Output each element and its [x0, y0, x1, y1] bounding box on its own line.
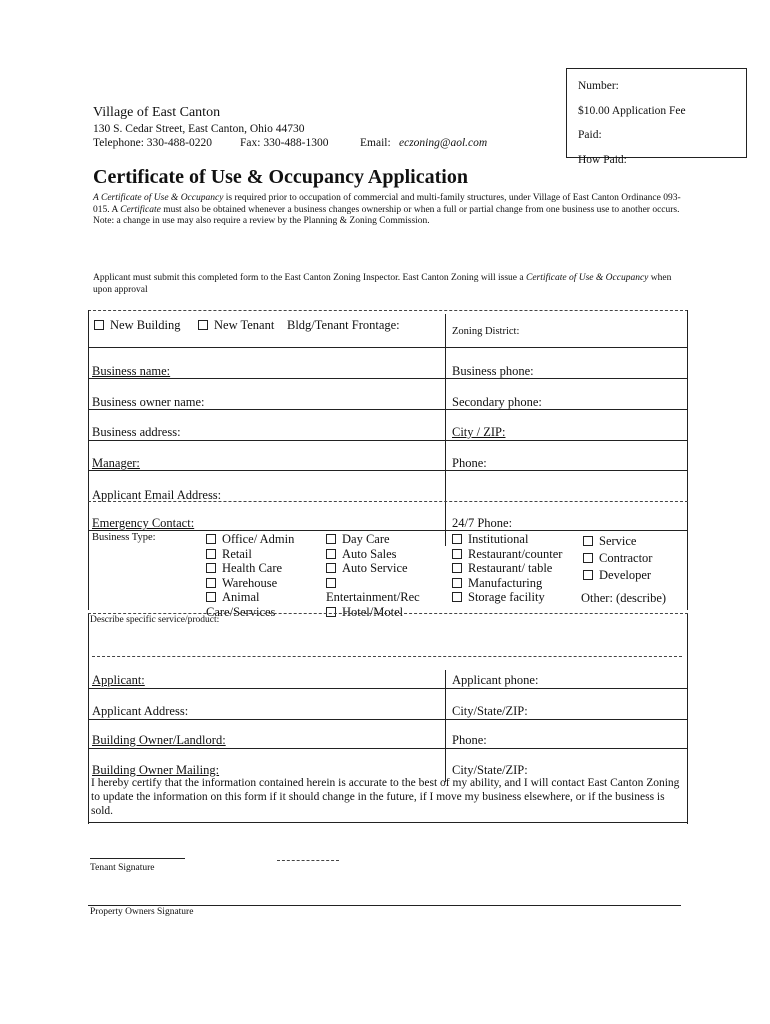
submit-italic: Certificate of Use & Occupancy [525, 273, 649, 283]
number-field[interactable]: Number: [578, 80, 619, 92]
org-name: Village of East Canton [93, 105, 221, 120]
type-label: Office/ Admin [222, 532, 295, 546]
row-line [88, 501, 688, 502]
checkbox[interactable] [452, 592, 462, 602]
type-hotel[interactable] [326, 605, 420, 620]
type-office[interactable] [206, 532, 294, 547]
checkbox[interactable] [452, 578, 462, 588]
type-institutional[interactable] [452, 532, 562, 547]
type-entertainment[interactable] [326, 576, 420, 591]
tenant-signature-label: Tenant Signature [90, 863, 155, 873]
phone-247-field[interactable]: 24/7 Phone: [452, 516, 513, 530]
type-label: Auto Sales [342, 546, 397, 561]
type-label: Restaurant/counter [468, 546, 563, 561]
type-entertainment-label: Entertainment/Rec [326, 590, 420, 604]
row-line [88, 748, 688, 749]
building-owner-field[interactable]: Building Owner/Landlord: [92, 733, 226, 747]
new-tenant-label: New Tenant [214, 318, 275, 332]
business-types-col1 [206, 532, 294, 619]
row-line [88, 347, 688, 348]
owner-signature-label: Property Owners Signature [90, 907, 194, 917]
business-type-label: Business Type: [92, 532, 156, 543]
zoning-district-label[interactable]: Zoning District: [452, 326, 520, 337]
checkbox[interactable] [206, 563, 216, 573]
form-center-divider [445, 670, 446, 782]
row-line [88, 530, 688, 531]
type-day-care[interactable] [326, 532, 420, 547]
intro-text-1: is required prior to occupation of commercial and multi-family structures, under Village of East Canton Ordinance 093-015. A [93, 193, 681, 215]
type-label: Hotel/Motel [342, 604, 404, 619]
type-auto-service[interactable] [326, 561, 420, 576]
type-label: Health Care [222, 561, 283, 575]
row-line [88, 613, 688, 614]
checkbox[interactable] [583, 536, 593, 546]
page-title: Certificate of Use & Occupancy Application [93, 166, 468, 188]
business-address-field[interactable]: Business address: [92, 425, 181, 439]
city-zip-field[interactable]: City / ZIP: [452, 425, 506, 439]
secondary-phone-field[interactable]: Secondary phone: [452, 395, 542, 409]
new-building-option[interactable] [94, 318, 180, 333]
paid-field[interactable]: Paid: [578, 129, 602, 141]
type-animal-extra: Care/Services [206, 604, 276, 619]
type-label: Manufacturing [468, 575, 543, 590]
checkbox[interactable] [326, 578, 336, 588]
owner-phone-field[interactable]: Phone: [452, 733, 487, 747]
tenant-signature-line[interactable] [90, 858, 185, 859]
emergency-contact-field[interactable]: Emergency Contact: [92, 516, 195, 530]
intro-italic-1: A Certificate of Use & Occupancy [93, 193, 224, 203]
submit-text-1: Applicant must submit this completed form to the East Canton Zoning Inspector. East Canton Zoning will issue a [93, 273, 526, 283]
type-label: Contractor [599, 551, 653, 565]
form-right-border [687, 310, 688, 610]
org-email: eczoning@aol.com [399, 137, 488, 149]
row-line [88, 719, 688, 720]
type-label: Restaurant/ table [468, 561, 553, 575]
owner-mailing-field[interactable]: Building Owner Mailing: [92, 763, 220, 777]
type-label: Warehouse [222, 575, 278, 590]
checkbox[interactable] [206, 549, 216, 559]
intro-paragraph [93, 193, 683, 228]
type-label: Institutional [468, 532, 529, 546]
type-warehouse[interactable] [206, 576, 294, 591]
checkbox[interactable] [206, 534, 216, 544]
type-storage[interactable] [452, 590, 562, 605]
row-line [88, 470, 688, 471]
checkbox[interactable] [452, 563, 462, 573]
type-label: Storage facility [468, 590, 545, 604]
row-line [88, 688, 688, 689]
type-manufacturing[interactable] [452, 576, 562, 591]
checkbox[interactable] [206, 592, 216, 602]
manager-phone-field[interactable]: Phone: [452, 456, 487, 470]
type-label: Auto Service [342, 561, 408, 575]
checkbox[interactable] [583, 570, 593, 580]
checkbox[interactable] [326, 607, 336, 617]
describe-line [92, 656, 682, 657]
applicant-email-field[interactable]: Applicant Email Address: [92, 488, 222, 502]
type-health-care[interactable] [206, 561, 294, 576]
type-developer[interactable] [583, 567, 652, 584]
frontage-label[interactable]: Bldg/Tenant Frontage: [287, 318, 400, 332]
certification-text: I hereby certify that the information contained herein is accurate to the best of my ability, and I will contact East Canton Zoning to update the information on this form if it should change in the future, if I move my business elsewhere, or if the business is sold. [91, 777, 680, 817]
applicant-city-field[interactable]: City/State/ZIP: [452, 704, 528, 718]
new-building-checkbox[interactable] [94, 320, 104, 330]
type-label: Retail [222, 546, 252, 561]
checkbox[interactable] [452, 549, 462, 559]
office-use-box [566, 68, 747, 166]
business-types-col3 [452, 532, 562, 605]
checkbox[interactable] [326, 534, 336, 544]
fee-label: $10.00 Application Fee [578, 104, 686, 117]
form-top-border [88, 310, 688, 311]
type-retail[interactable] [206, 547, 294, 562]
business-name-field[interactable]: Business name: [92, 364, 171, 378]
owner-name-field[interactable]: Business owner name: [92, 395, 205, 409]
type-auto-sales[interactable] [326, 547, 420, 562]
business-types-col2 [326, 532, 420, 619]
owner-city-field[interactable]: City/State/ZIP: [452, 763, 528, 777]
applicant-field[interactable]: Applicant: [92, 673, 145, 687]
row-line [88, 378, 688, 379]
how-paid-field[interactable]: How Paid: [578, 153, 627, 166]
tenant-date-line[interactable] [277, 860, 339, 861]
org-fax: Fax: 330-488-1300 [240, 137, 329, 149]
row-line [88, 440, 688, 441]
type-restaurant-counter[interactable] [452, 547, 562, 562]
type-animal[interactable] [206, 590, 294, 605]
checkbox[interactable] [326, 563, 336, 573]
type-label: Animal [222, 590, 260, 604]
type-restaurant-table[interactable] [452, 561, 562, 576]
applicant-address-field[interactable]: Applicant Address: [92, 704, 189, 718]
submit-text-2: when upon approval [93, 273, 672, 295]
checkbox[interactable] [326, 549, 336, 559]
checkbox[interactable] [206, 578, 216, 588]
org-email-label: Email: [360, 137, 391, 149]
org-address: 130 S. Cedar Street, East Canton, Ohio 44730 [93, 123, 305, 135]
checkbox[interactable] [583, 553, 593, 563]
other-describe-field[interactable]: Other: (describe) [581, 591, 667, 605]
type-label: Day Care [342, 532, 390, 546]
intro-text-2: must also be obtained whenever a business changes ownership or when a full or partial change from one business use to another occurs. Note: a change in use may also require a review by the Planning & Zoning Commission. [93, 204, 680, 226]
type-contractor[interactable] [583, 550, 652, 567]
new-tenant-option[interactable] [198, 318, 274, 333]
checkbox[interactable] [452, 534, 462, 544]
owner-signature-line[interactable] [88, 905, 681, 906]
manager-field[interactable]: Manager: [92, 456, 140, 470]
form-bottom-border [88, 822, 688, 823]
submission-note [93, 272, 683, 296]
business-types-col4 [583, 533, 652, 584]
type-service[interactable] [583, 533, 652, 550]
form-center-divider [445, 314, 446, 546]
applicant-phone-field[interactable]: Applicant phone: [452, 673, 539, 687]
row-line [88, 409, 688, 410]
org-telephone: Telephone: 330-488-0220 [93, 137, 212, 149]
type-label: Developer [599, 568, 652, 582]
new-tenant-checkbox[interactable] [198, 320, 208, 330]
business-phone-field[interactable]: Business phone: [452, 364, 534, 378]
intro-italic-2: Certificate [120, 204, 161, 215]
form-left-border [88, 310, 89, 610]
describe-service-field[interactable]: Describe specific service/product: [90, 615, 220, 625]
new-building-label: New Building [110, 318, 181, 332]
type-label: Service [599, 534, 637, 548]
